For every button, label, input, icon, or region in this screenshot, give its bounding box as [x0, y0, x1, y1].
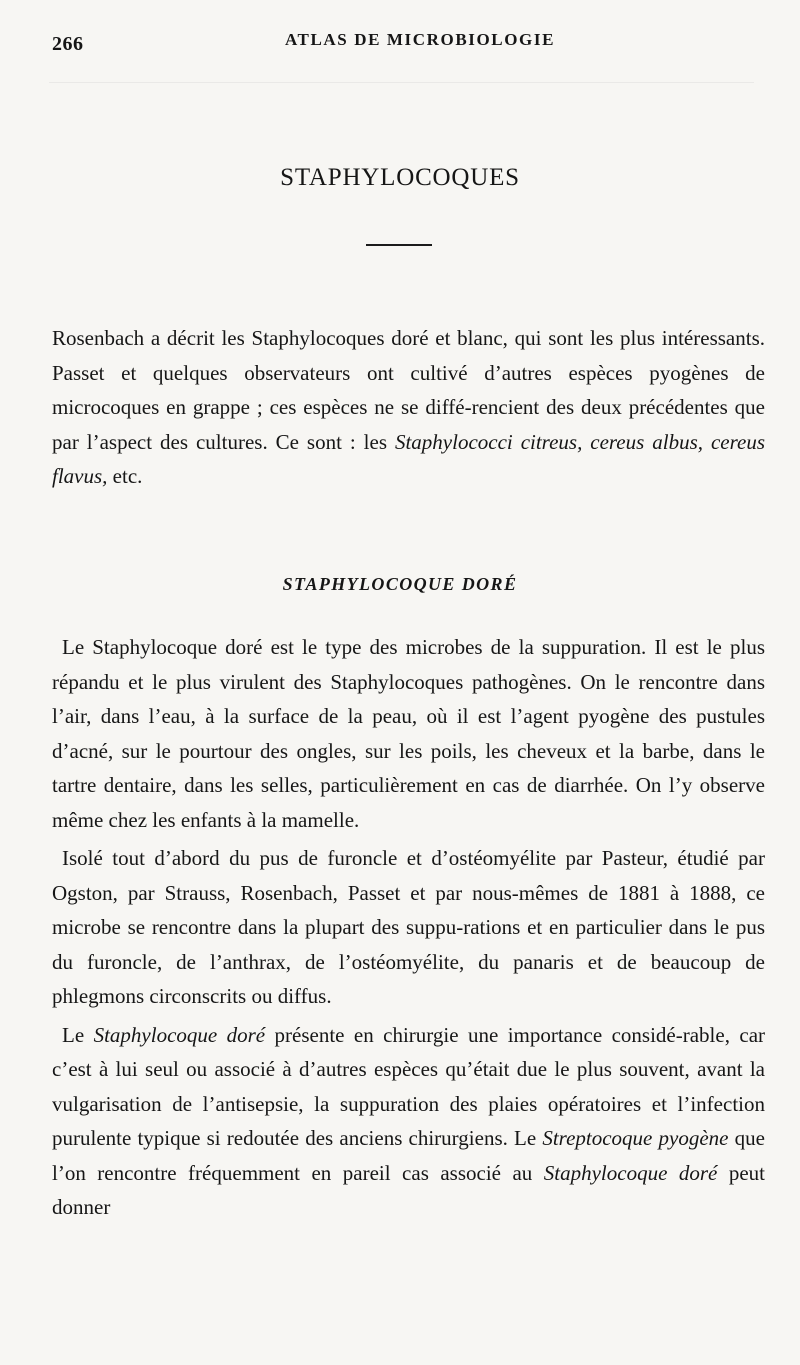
intro-text-2-prefix: les [363, 429, 395, 454]
intro-text-2-suffix: etc. [107, 464, 143, 488]
intro-paragraph-1 [52, 321, 765, 494]
page-header [52, 30, 772, 56]
body-paragraph-3-suffix: peut donner [52, 1160, 766, 1219]
running-title: ATLAS DE MICROBIOLOGIE [284, 30, 556, 49]
bleed-through-artifact [49, 82, 754, 83]
body-paragraph-3-middle-1: présente en chirurgie une importance considé-rable, car c’est à lui seul ou associé à d’autres espèces qu’était due le plus souvent, avant la vulgarisation de l’antisepsie, la suppuration des plaies opératoires et l’infection purulente typique si redoutée des anciens chirurgiens. Le [52, 1022, 766, 1150]
body-paragraph-3 [52, 1018, 765, 1225]
body-paragraph-3-middle-2: que l’on rencontre fréquemment en pareil cas associé au [52, 1126, 765, 1185]
section-title: STAPHYLOCOQUE DORÉ [282, 574, 518, 594]
body-paragraph-2: Isolé tout d’abord du pus de furoncle et d’ostéomyélite par Pasteur, étudié par Ogston, par Strauss, Rosenbach, Passet et par nous-mêmes de 1881 à 1888, ce microbe se rencontre dans la plupart des suppu-rations et en particulier dans le pus du furoncle, de l’anthrax, de l’ostéomyélite, du panaris et de beaucoup de phlegmons circonscrits ou diffus. [52, 846, 765, 1008]
body-paragraph-3-prefix: Le [62, 1022, 94, 1047]
chapter-title: STAPHYLOCOQUES [280, 164, 520, 191]
intro-text-1: Rosenbach a décrit les Staphylocoques doré et blanc, qui sont les plus intéressants. Passet et quelques observateurs ont cultivé d’autres espèces pyogènes de microcoques en grappe ; ces espèces ne se diffé-rencient des deux précédentes que par l’aspect des cultures. Ce sont : [52, 326, 765, 454]
body-paragraph-3-emphasis-1: Staphylocoque doré [93, 1022, 266, 1047]
body-paragraph-3-emphasis-3: Staphylocoque doré [543, 1160, 718, 1185]
page-number: 266 [52, 33, 84, 55]
section-body [52, 630, 765, 1229]
intro-species-list: Staphylococci citreus, cereus albus, cereus flavus, [52, 429, 765, 488]
body-paragraph-3-emphasis-2: Streptocoque pyogène [542, 1126, 729, 1150]
body-paragraph-1: Le Staphylocoque doré est le type des microbes de la suppuration. Il est le plus répandu et le plus virulent des Staphylocoques pathogènes. On le rencontre dans l’air, dans l’eau, à la surface de la peau, où il est l’agent pyogène des pustules d’acné, sur le pourtour des ongles, sur les poils, les cheveux et la barbe, dans le tartre dentaire, dans les selles, particulièrement en cas de diarrhée. On l’y observe même chez les enfants à la mamelle. [52, 635, 765, 832]
intro-paragraphs [52, 321, 765, 494]
title-rule [366, 244, 432, 246]
